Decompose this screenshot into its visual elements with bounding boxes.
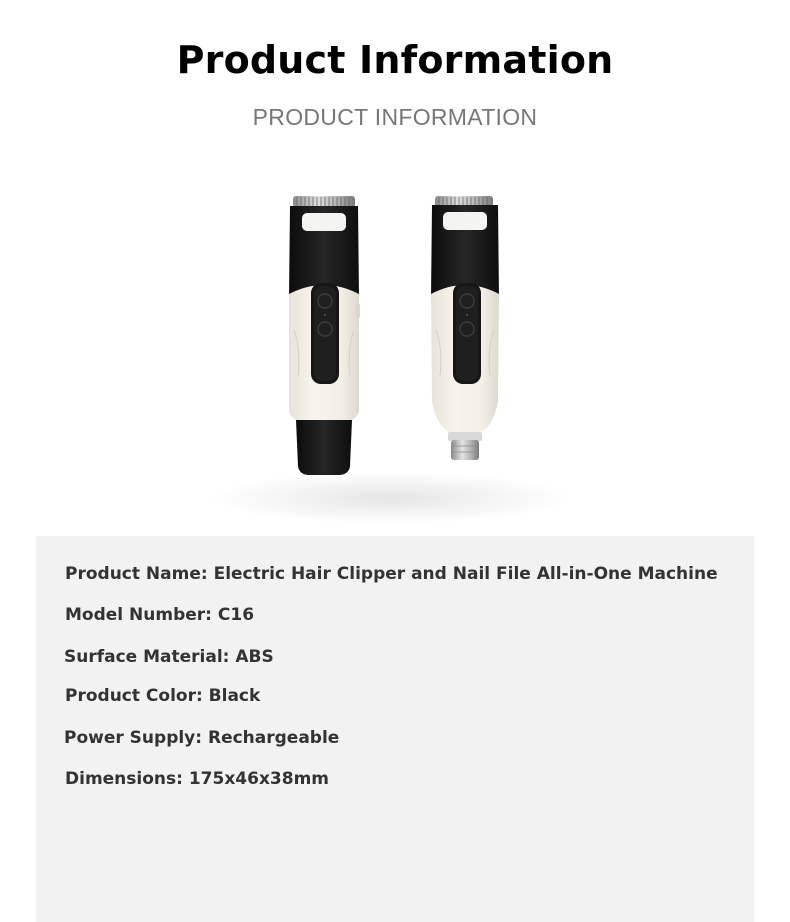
hair-clipper-device: [289, 196, 360, 475]
product-image: [200, 180, 580, 525]
product-info-panel: [36, 536, 754, 922]
spec-product-color: Product Color: Black: [65, 686, 261, 706]
spec-power-supply: Power Supply: Rechargeable: [64, 728, 340, 748]
spec-surface-material: Surface Material: ABS: [64, 647, 274, 667]
spec-dimensions: Dimensions: 175x46x38mm: [65, 769, 330, 789]
nail-file-device: [431, 196, 499, 460]
page-title: Product Information: [176, 38, 614, 82]
page-subtitle: PRODUCT INFORMATION: [252, 104, 538, 130]
spec-product-name: Product Name: Electric Hair Clipper and Nail File All-in-One Machine: [65, 564, 718, 584]
spec-model-number: Model Number: C16: [65, 605, 255, 625]
